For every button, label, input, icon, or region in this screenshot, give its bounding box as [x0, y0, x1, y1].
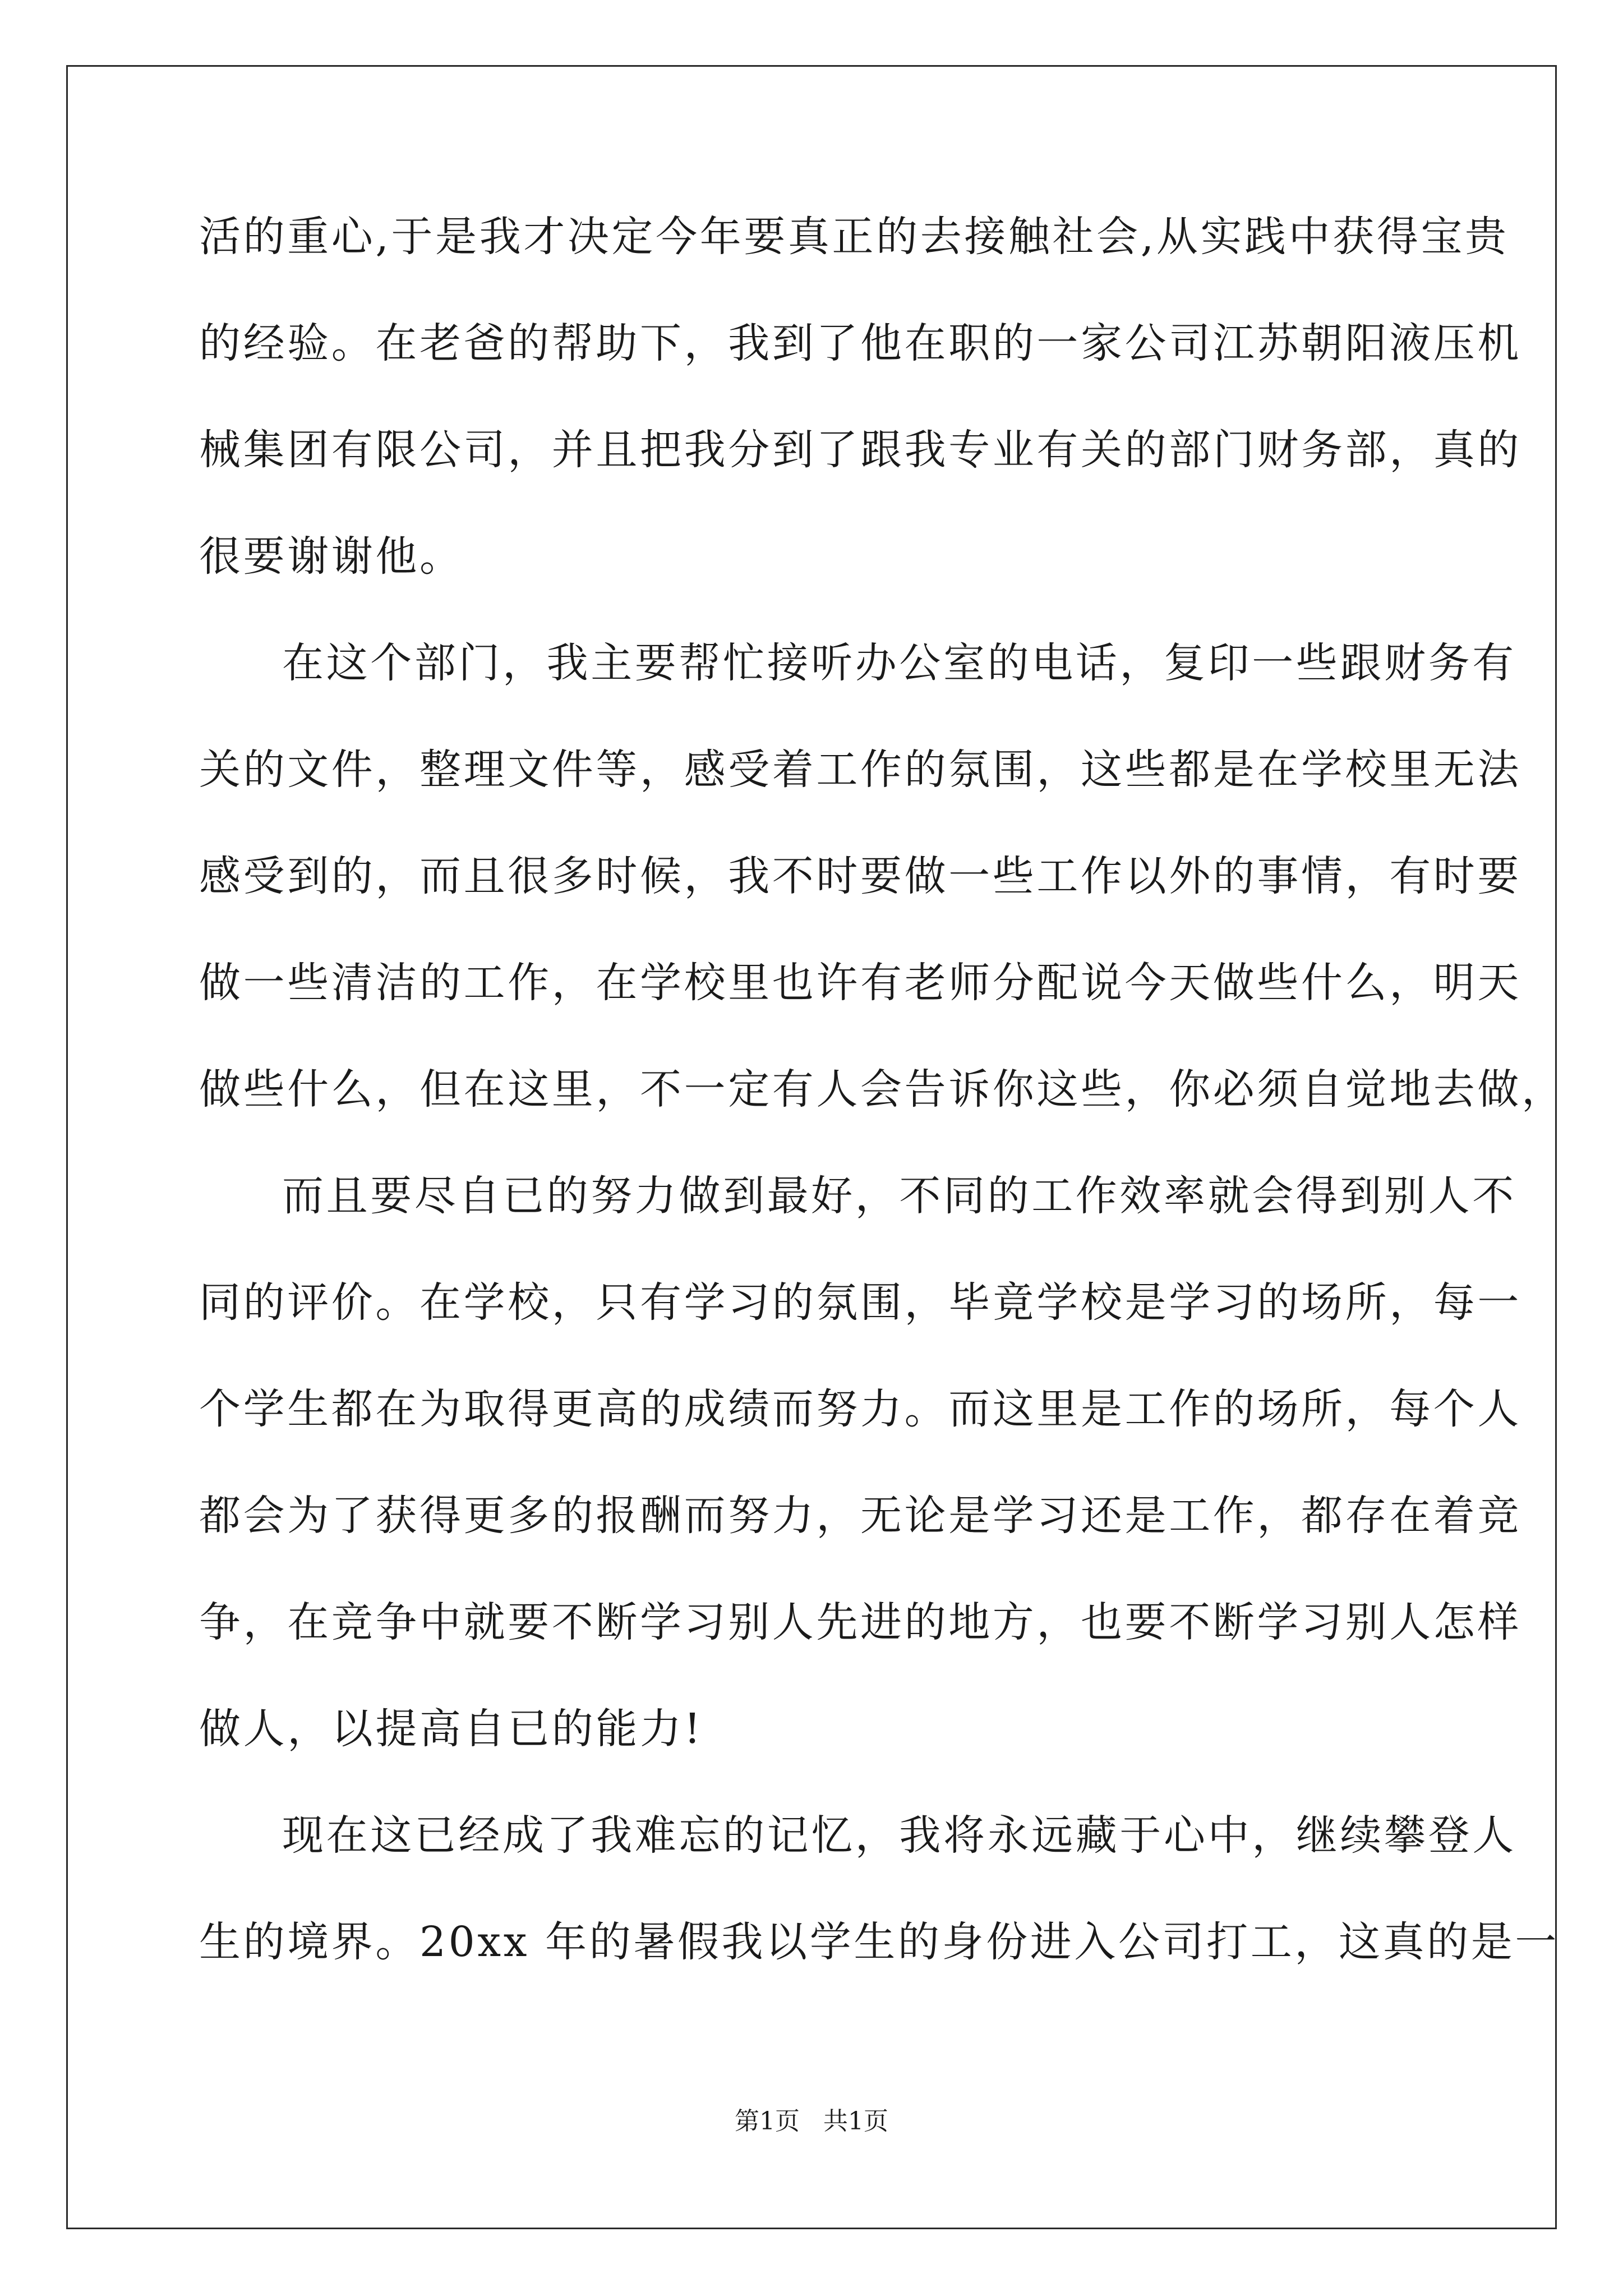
- page-footer: 第1页 共1页: [735, 2107, 888, 2136]
- text-line: 活的重心,于是我才决定今年要真正的去接触社会,从实践中获得宝贵: [199, 213, 1509, 261]
- text-line: 都会为了获得更多的报酬而努力，无论是学习还是工作，都存在着竞: [199, 1492, 1521, 1540]
- paragraph-start-line: 而且要尽自已的努力做到最好，不同的工作效率就会得到别人不: [282, 1172, 1516, 1220]
- text-line: 个学生都在为取得更高的成绩而努力。而这里是工作的场所，每个人: [199, 1385, 1521, 1433]
- text-line: 争，在竞争中就要不断学习别人先进的地方，也要不断学习别人怎样: [199, 1598, 1521, 1646]
- paragraph-start-line: 在这个部门，我主要帮忙接听办公室的电话，复印一些跟财务有: [282, 639, 1516, 687]
- text-line: 做人，以提高自已的能力!: [199, 1705, 703, 1753]
- text-line: 做些什么，但在这里，不一定有人会告诉你这些，你必须自觉地去做，: [199, 1065, 1566, 1114]
- text-line: 做一些清洁的工作，在学校里也许有老师分配说今天做些什么，明天: [199, 959, 1521, 1007]
- page-border: [66, 65, 1557, 2229]
- text-line: 生的境界。20xx 年的暑假我以学生的身份进入公司打工，这真的是一: [199, 1918, 1559, 1966]
- text-line: 很要谢谢他。: [199, 532, 464, 581]
- text-line: 的经验。在老爸的帮助下，我到了他在职的一家公司江苏朝阳液压机: [199, 319, 1521, 367]
- text-line: 同的评价。在学校，只有学习的氛围，毕竟学校是学习的场所，每一: [199, 1278, 1521, 1327]
- text-line: 关的文件，整理文件等，感受着工作的氛围，这些都是在学校里无法: [199, 746, 1521, 794]
- text-line: 感受到的，而且很多时候，我不时要做一些工作以外的事情，有时要: [199, 852, 1521, 900]
- text-line: 械集团有限公司，并且把我分到了跟我专业有关的部门财务部，真的: [199, 426, 1521, 474]
- paragraph-start-line: 现在这已经成了我难忘的记忆，我将永远藏于心中，继续攀登人: [282, 1811, 1516, 1860]
